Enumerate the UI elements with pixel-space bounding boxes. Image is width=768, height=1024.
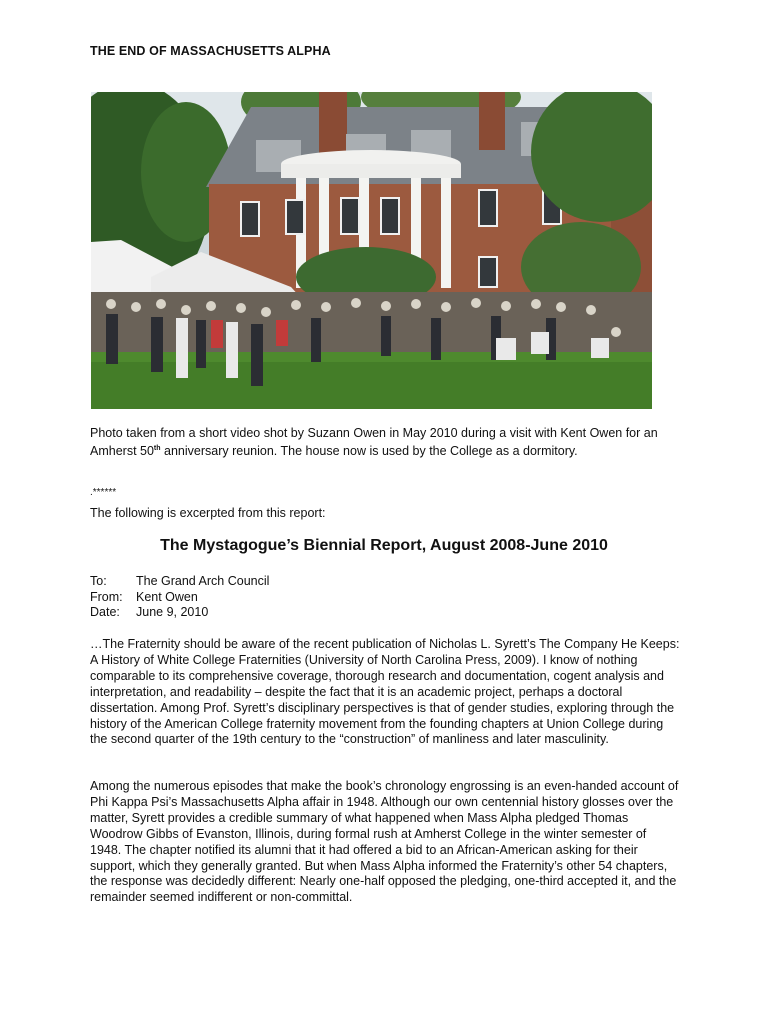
body-paragraph-1: …The Fraternity should be aware of the recent publication of Nicholas L. Syrett’s The Company He Keeps: A History of White College Fraternities (University of North Carolina Press, 2009). I know of nothing comparable to its comprehensive coverage, thorough research and documentation, cogent analysis and interpretation, and readability – despite the fact that it is an academic project, perhaps a doctoral dissertation. Among Prof. Syrett’s disciplinary perspectives is that of gender studies, exploring through the history of the American College fraternity movement from the founding chapters at Union College during the second quarter of the 19th century to the “construction” of manliness and later masculinity. xyxy=(90,637,680,747)
section-separator: .****** xyxy=(90,487,117,498)
memo-value: June 9, 2010 xyxy=(136,605,209,619)
memo-key: To: xyxy=(90,574,107,588)
photo-caption xyxy=(90,425,660,459)
memo-row-from xyxy=(90,590,269,606)
memo-key: From: xyxy=(90,589,123,604)
memo-value: Kent Owen xyxy=(136,589,198,604)
memo-row-date xyxy=(90,605,269,621)
memo-value: The Grand Arch Council xyxy=(136,574,270,588)
memo-key: Date: xyxy=(90,605,120,619)
intro-line: The following is excerpted from this report: xyxy=(90,506,326,520)
report-title: The Mystagogue’s Biennial Report, August 2008-June 2010 xyxy=(160,537,608,554)
body-paragraph-2: Among the numerous episodes that make the book’s chronology engrossing is an even-handed account of Phi Kappa Psi’s Massachusetts Alpha affair in 1948. Although our own centennial history glosses over the matter, Syrett provides a credible summary of what happened when Mass Alpha pledged Thomas Woodrow Gibbs of Evanston, Illinois, during formal rush at Amherst College in the winter semester of 1948. The chapter notified its alumni that it had offered a bid to an African-American asking for their support, which they generally granted. But when Mass Alpha informed the Fraternity’s other 54 chapters, the response was decidedly different: Nearly one-half opposed the pledging, one-third accepted it, and the remainder seemed indifferent or non-committal. xyxy=(90,779,679,905)
reunion-photo-image xyxy=(91,92,652,409)
caption-text-end: anniversary reunion. The house now is used by the College as a dormitory. xyxy=(160,444,578,459)
memo-header xyxy=(90,574,269,621)
reunion-photo xyxy=(91,92,652,409)
caption-superscript: th xyxy=(153,445,161,452)
document-heading: THE END OF MASSACHUSETTS ALPHA xyxy=(90,44,331,58)
caption-text-start: Photo taken from a short video shot by Suzann Owen in May 2010 during a visit with Kent Owen for an Amherst 50 xyxy=(90,426,658,459)
memo-row-to xyxy=(90,574,269,590)
